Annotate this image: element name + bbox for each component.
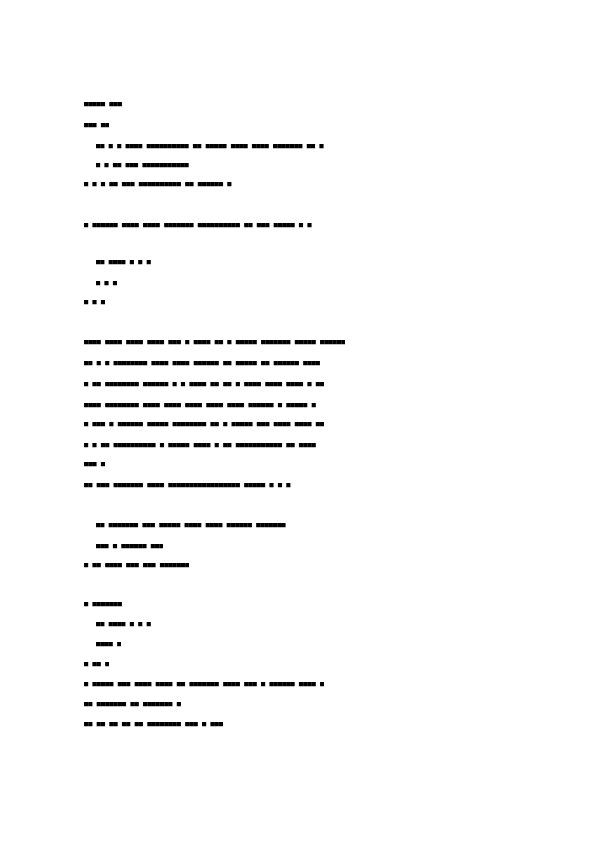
text-line-6: ■ ■■■■■■ ■■■■ ■■■■ ■■■■■■■ ■■■■■■■■■■ ■■ ■■■ ■■■■■ ■ ■ [84,221,312,229]
text-line-2: ■■■ ■■ [84,121,110,129]
text-line-23: ■■■■ ■ [96,640,122,648]
text-line-18: ■■ ■■■■■■■ ■■■ ■■■■■ ■■■■ ■■■■ ■■■■■■ ■■■■■■■ [96,521,286,529]
text-line-7: ■■ ■■■■ ■ ■ ■ [96,258,151,266]
text-line-16: ■■■ ■ [84,460,106,468]
text-line-5: ■ ■ ■ ■■ ■■■ ■■■■■■■■■■ ■■ ■■■■■■ ■ [84,180,232,188]
text-line-22: ■■ ■■■■ ■ ■ ■ [96,620,151,628]
text-line-21: ■ ■■■■■■■ [84,600,122,608]
text-line-4: ■ ■ ■■ ■■■ ■■■■■■■■■■■ [96,161,189,169]
text-line-13: ■■■■ ■■■■■■■■ ■■■■ ■■■■ ■■■■ ■■■■ ■■■■ ■■■■■■ ■ ■■■■■ ■ [84,401,316,409]
text-line-3: ■■ ■ ■ ■■■■ ■■■■■■■■■■ ■■ ■■■■■ ■■■■ ■■■■ ■■■■■■■ ■■ ■ [96,142,324,150]
text-line-15: ■ ■ ■■ ■■■■■■■■■■ ■ ■■■■■ ■■■■ ■ ■■ ■■■■■■■■■■■ ■■ ■■■■ [84,441,316,449]
text-line-1: ■■■■■ ■■■ [84,100,122,108]
text-line-26: ■■ ■■■■■■■ ■■ ■■■■■■■ ■ [84,700,181,708]
text-line-9: ■ ■ ■ [84,298,106,306]
text-line-24: ■ ■■ ■ [84,660,110,668]
text-line-12: ■ ■■ ■■■■■■■■ ■■■■■■ ■ ■ ■■■■ ■■ ■■ ■ ■■■■ ■■■■ ■■■■ ■ ■■ [84,380,325,388]
text-line-11: ■■ ■ ■ ■■■■■■■■ ■■■■ ■■■■ ■■■■■■ ■■ ■■■■■ ■■ ■■■■■■ ■■■■ [84,359,321,367]
text-line-20: ■ ■■ ■■■■ ■■■ ■■■ ■■■■■■■ [84,561,190,569]
text-line-25: ■ ■■■■■ ■■■ ■■■■ ■■■■ ■■ ■■■■■■■ ■■■■ ■■■ ■ ■■■■■■ ■■■■ ■ [84,680,325,688]
text-line-8: ■ ■ ■ [96,279,118,287]
text-line-17: ■■ ■■■ ■■■■■■■ ■■■■ ■■■■■■■■■■■■■■■■■ ■■■■■ ■ ■ ■ [84,481,291,489]
text-line-10: ■■■■ ■■■■ ■■■■ ■■■■ ■■■ ■ ■■■■ ■■ ■ ■■■■■ ■■■■■■■ ■■■■■ ■■■■■■ [84,338,346,346]
text-line-19: ■■■ ■ ■■■■■■ ■■■ [96,542,164,550]
text-line-27: ■■ ■■ ■■ ■■ ■■ ■■■■■■■■ ■■■ ■ ■■■ [84,720,224,728]
text-line-14: ■ ■■■ ■ ■■■■■■ ■■■■■ ■■■■■■■■ ■■ ■ ■■■■■ ■■■ ■■■■ ■■■■ ■■ [84,420,325,428]
